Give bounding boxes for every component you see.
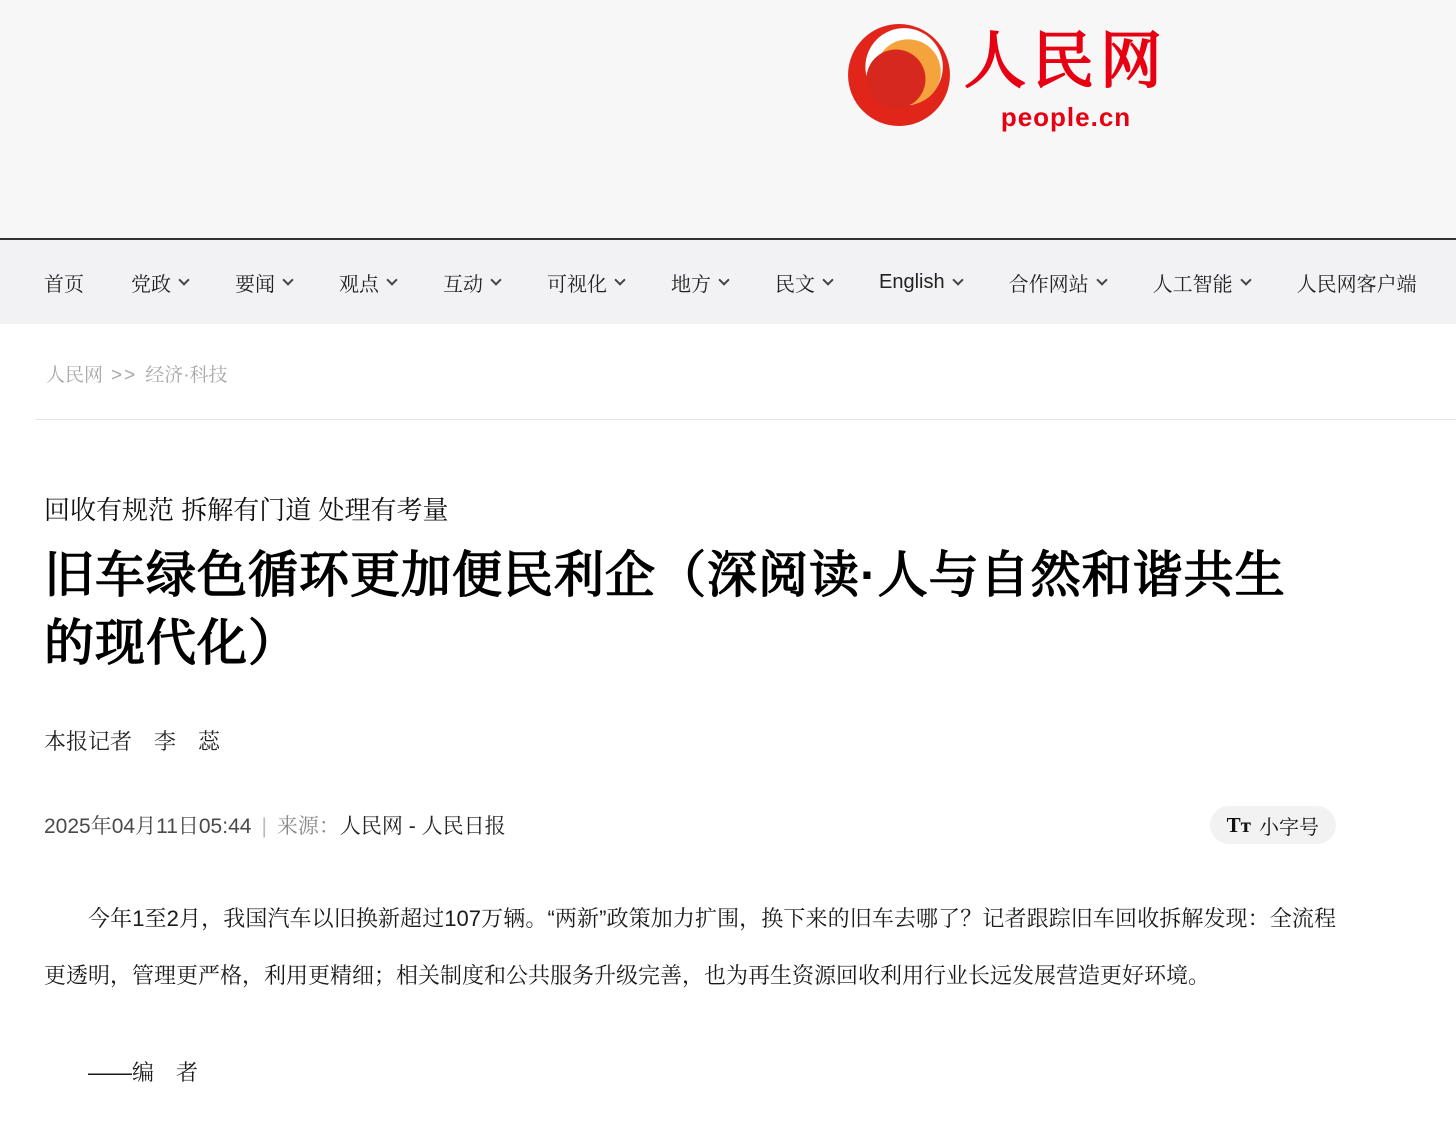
nav-item-label: 观点 <box>339 273 379 296</box>
nav-item-local[interactable] <box>671 268 728 297</box>
chevron-down-icon <box>614 274 625 285</box>
chevron-down-icon <box>282 274 293 285</box>
font-size-button[interactable] <box>1210 806 1336 844</box>
logo-en-text: people.cn <box>1000 102 1132 132</box>
font-size-button-label: 小字号 <box>1259 816 1319 839</box>
publish-date: 2025年04月11日05:44 <box>44 815 252 838</box>
chevron-down-icon <box>718 274 729 285</box>
nav-item-minority-languages[interactable] <box>775 268 832 297</box>
nav-item-partner-sites[interactable] <box>1009 268 1106 297</box>
site-header <box>0 0 1456 238</box>
nav-item-label: 党政 <box>131 273 171 296</box>
article-meta <box>44 810 506 840</box>
font-size-icon: Tт <box>1226 812 1251 837</box>
people-cn-globe-icon <box>846 22 952 128</box>
logo-cn-text: 人民网 <box>964 27 1169 96</box>
chevron-down-icon <box>952 274 963 285</box>
chevron-down-icon <box>1096 274 1107 285</box>
nav-item-visualization[interactable] <box>547 268 624 297</box>
editor-signature: ——编 者 <box>88 1060 199 1085</box>
nav-item-interaction[interactable] <box>443 268 500 297</box>
chevron-down-icon <box>386 274 397 285</box>
article <box>44 490 1336 1101</box>
nav-item-label: 人工智能 <box>1152 273 1233 296</box>
article-paragraph: 今年1至2月，我国汽车以旧换新超过107万辆。“两新”政策加力扩围，换下来的旧车去哪了？记者跟踪旧车回收拆解发现：全流程更透明，管理更严格，利用更精细；相关制度和公共服务升级完善，也为再生资源回收利用行业长远发展营造更好环境。 <box>44 906 1336 988</box>
nav-list <box>44 268 1417 297</box>
article-meta-row <box>44 806 1336 844</box>
main-nav <box>0 238 1456 324</box>
chevron-down-icon <box>822 274 833 285</box>
nav-item-label: 人民网客户端 <box>1296 273 1417 296</box>
nav-item-label: 互动 <box>443 273 483 296</box>
article-byline: 本报记者 李 蕊 <box>44 729 221 754</box>
article-title: 旧车绿色循环更加便民利企（深阅读·人与自然和谐共生的现代化） <box>44 547 1286 671</box>
nav-item-news[interactable] <box>235 268 292 297</box>
nav-item-party-politics[interactable] <box>131 268 188 297</box>
logo-text <box>964 22 1168 133</box>
breadcrumb-separator: >> <box>111 365 138 386</box>
nav-item-label: 可视化 <box>547 273 607 296</box>
breadcrumb-divider <box>36 419 1456 420</box>
nav-item-home[interactable] <box>44 268 84 297</box>
people-cn-logo[interactable] <box>846 22 1168 133</box>
nav-item-opinions[interactable] <box>339 268 396 297</box>
chevron-down-icon <box>178 274 189 285</box>
nav-item-label: 民文 <box>775 273 815 296</box>
chevron-down-icon <box>490 274 501 285</box>
nav-item-label: 要闻 <box>235 273 275 296</box>
nav-item-label: 合作网站 <box>1008 273 1089 296</box>
chevron-down-icon <box>1240 274 1251 285</box>
nav-item-label: 地方 <box>671 273 711 296</box>
breadcrumb-section-link[interactable]: 经济·科技 <box>145 365 228 386</box>
nav-item-ai[interactable] <box>1153 268 1250 297</box>
meta-separator: | <box>261 815 267 838</box>
source-label: 来源： <box>276 815 340 838</box>
breadcrumb-root-link[interactable]: 人民网 <box>46 365 104 386</box>
nav-item-label: English <box>879 270 945 293</box>
nav-item-people-app[interactable] <box>1297 268 1417 297</box>
breadcrumb <box>0 324 1456 387</box>
article-kicker: 回收有规范 拆解有门道 处理有考量 <box>44 495 449 525</box>
nav-item-label: 首页 <box>44 273 84 296</box>
nav-item-english[interactable] <box>879 268 962 297</box>
source-link[interactable]: 人民网 - 人民日报 <box>339 815 506 838</box>
